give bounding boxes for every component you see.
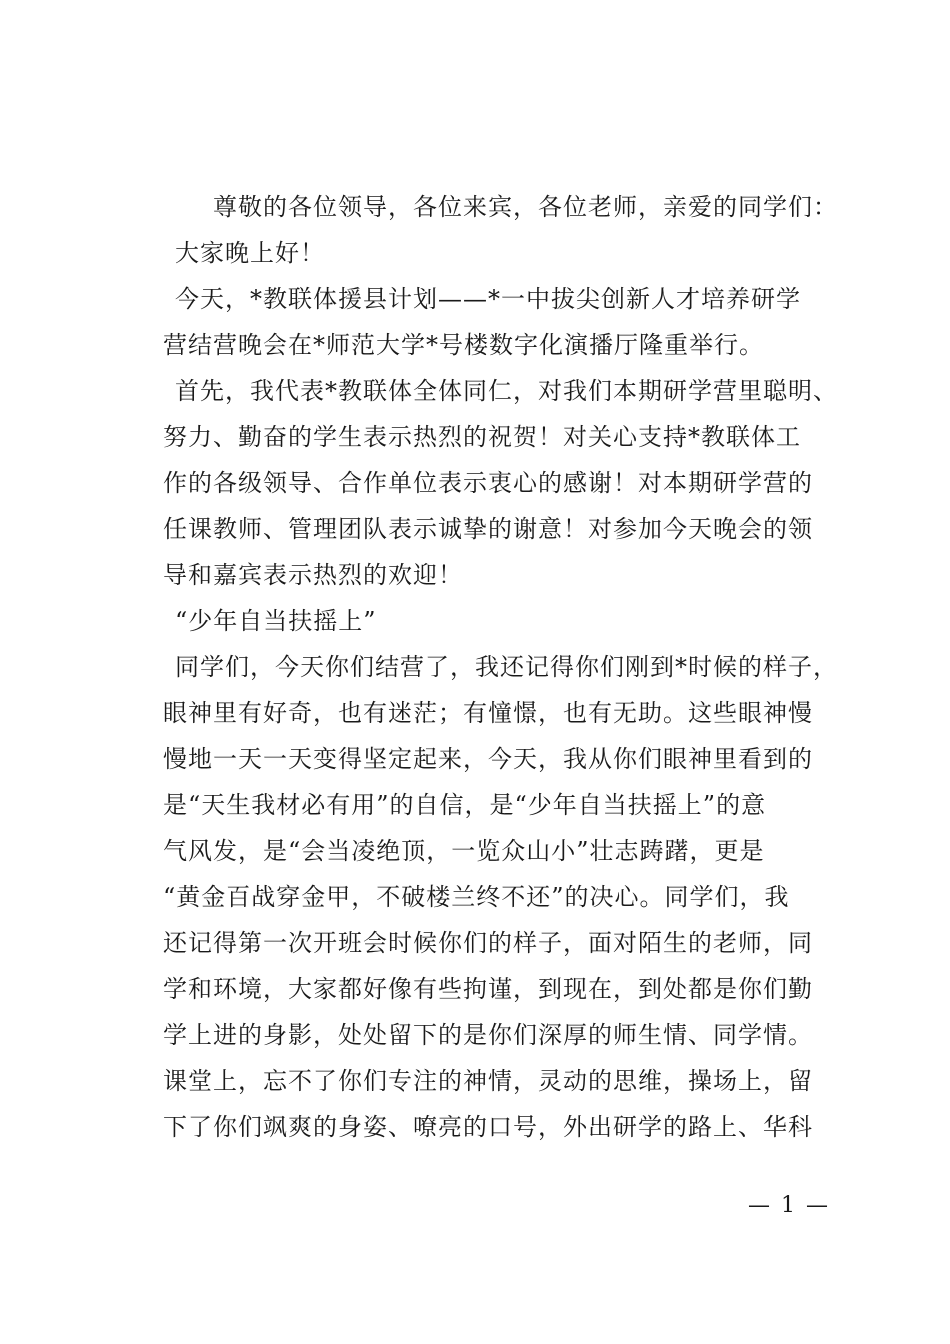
paragraph-3-line: 眼神里有好奇，也有迷茫；有憧憬，也有无助。这些眼神慢 xyxy=(163,699,813,727)
paragraph-3-line: 是“天生我材必有用”的自信，是“少年自当扶摇上”的意 xyxy=(163,791,767,819)
paragraph-3-line: 同学们，今天你们结营了，我还记得你们刚到*时候的样子， xyxy=(175,653,838,681)
greeting: 大家晚上好！ xyxy=(175,239,325,267)
paragraph-3-line: 课堂上，忘不了你们专注的神情，灵动的思维，操场上，留 xyxy=(163,1067,813,1095)
paragraph-3-line: 学和环境，大家都好像有些拘谨，到现在，到处都是你们勤 xyxy=(163,975,813,1003)
paragraph-2-line: 作的各级领导、合作单位表示衷心的感谢！对本期研学营的 xyxy=(163,469,813,497)
paragraph-3-line: 下了你们飒爽的身姿、嘹亮的口号，外出研学的路上、华科 xyxy=(163,1113,813,1141)
paragraph-2-line: 导和嘉宾表示热烈的欢迎！ xyxy=(163,561,463,589)
page-number: — 1 — xyxy=(748,1193,830,1218)
paragraph-1-line: 今天，*教联体援县计划——*一中拔尖创新人才培养研学 xyxy=(175,285,801,313)
paragraph-3-line: 还记得第一次开班会时候你们的样子，面对陌生的老师，同 xyxy=(163,929,813,957)
section-heading: “少年自当扶摇上” xyxy=(175,607,377,635)
salutation: 尊敬的各位领导，各位来宾，各位老师，亲爱的同学们： xyxy=(213,193,838,221)
paragraph-2-line: 首先，我代表*教联体全体同仁，对我们本期研学营里聪明、 xyxy=(175,377,838,405)
paragraph-2-line: 努力、勤奋的学生表示热烈的祝贺！对关心支持*教联体工 xyxy=(163,423,801,451)
paragraph-3-line: 学上进的身影，处处留下的是你们深厚的师生情、同学情。 xyxy=(163,1021,813,1049)
paragraph-1-line: 营结营晚会在*师范大学*号楼数字化演播厅隆重举行。 xyxy=(163,331,764,359)
paragraph-3-line: 慢地一天一天变得坚定起来，今天，我从你们眼神里看到的 xyxy=(163,745,813,773)
paragraph-2-line: 任课教师、管理团队表示诚挚的谢意！对参加今天晚会的领 xyxy=(163,515,813,543)
paragraph-3-line: 气风发，是“会当凌绝顶，一览众山小”壮志踌躇，更是 xyxy=(163,837,765,865)
paragraph-3-line: “黄金百战穿金甲，不破楼兰终不还”的决心。同学们，我 xyxy=(163,883,790,911)
